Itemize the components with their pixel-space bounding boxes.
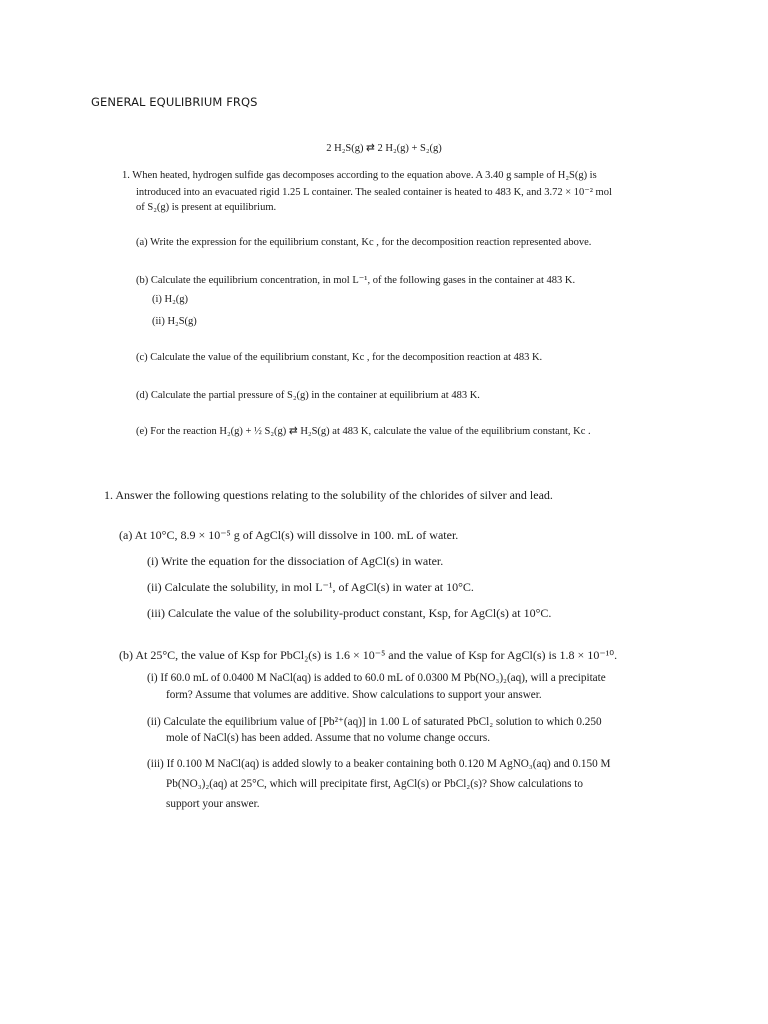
q2-intro: 1. Answer the following questions relating to the solubility of the chlorides of silver and lead. — [104, 488, 553, 502]
q2-part-b-iii-line-3: support your answer. — [166, 798, 260, 810]
q2-part-b: (b) At 25°C, the value of Ksp for PbCl₂(s) is 1.6 × 10⁻⁵ and the value of Ksp for AgCl(s) is 1.8 × 10⁻¹⁰. — [119, 648, 618, 662]
reaction-equation: 2 H₂S(g) ⇄ 2 H₂(g) + S₂(g) — [326, 143, 442, 154]
page-title: GENERAL EQULIBRIUM FRQS — [91, 95, 258, 109]
q2-part-a: (a) At 10°C, 8.9 × 10⁻⁵ g of AgCl(s) will dissolve in 100. mL of water. — [119, 528, 459, 542]
q2-part-b-ii-line-2: mole of NaCl(s) has been added. Assume that no volume change occurs. — [166, 732, 491, 744]
q2-part-b-iii-line-2: Pb(NO₃)₂(aq) at 25°C, which will precipitate first, AgCl(s) or PbCl₂(s)? Show calculations to — [166, 778, 583, 790]
q1-part-b-ii: (ii) H₂S(g) — [152, 316, 197, 327]
q1-part-e: (e) For the reaction H₂(g) + ½ S₂(g) ⇄ H₂S(g) at 483 K, calculate the value of the equilibrium constant, Kc . — [136, 426, 591, 437]
q1-intro-line-1: 1. When heated, hydrogen sulfide gas decomposes according to the equation above. A 3.40 g sample of H₂S(g) is — [122, 170, 597, 181]
q2-part-b-iii-line-1: (iii) If 0.100 M NaCl(aq) is added slowly to a beaker containing both 0.120 M AgNO₃(aq) and 0.150 M — [147, 758, 611, 770]
q2-part-a-i: (i) Write the equation for the dissociation of AgCl(s) in water. — [147, 554, 444, 568]
q1-part-d: (d) Calculate the partial pressure of S₂(g) in the container at equilibrium at 483 K. — [136, 390, 480, 401]
q2-part-a-iii: (iii) Calculate the value of the solubility-product constant, Ksp, for AgCl(s) at 10°C. — [147, 606, 552, 620]
q2-part-a-ii: (ii) Calculate the solubility, in mol L⁻¹, of AgCl(s) in water at 10°C. — [147, 580, 474, 594]
q1-part-b: (b) Calculate the equilibrium concentration, in mol L⁻¹, of the following gases in the container at 483 K. — [136, 275, 576, 286]
q1-intro-line-2: introduced into an evacuated rigid 1.25 L container. The sealed container is heated to 483 K, and 3.72 × 10⁻² mol — [136, 187, 612, 198]
q1-part-c: (c) Calculate the value of the equilibrium constant, Kc , for the decomposition reaction at 483 K. — [136, 352, 543, 363]
q1-intro-line-3: of S₂(g) is present at equilibrium. — [136, 202, 277, 213]
q2-part-b-i-line-2: form? Assume that volumes are additive. Show calculations to support your answer. — [166, 689, 542, 701]
q1-part-a: (a) Write the expression for the equilibrium constant, Kc , for the decomposition reaction represented above. — [136, 237, 592, 248]
q2-part-b-i-line-1: (i) If 60.0 mL of 0.0400 M NaCl(aq) is added to 60.0 mL of 0.0300 M Pb(NO₃)₂(aq), will a precipitate — [147, 672, 606, 684]
q2-part-b-ii-line-1: (ii) Calculate the equilibrium value of [Pb²⁺(aq)] in 1.00 L of saturated PbCl₂ solution to which 0.250 — [147, 716, 602, 728]
q1-part-b-i: (i) H₂(g) — [152, 294, 189, 305]
